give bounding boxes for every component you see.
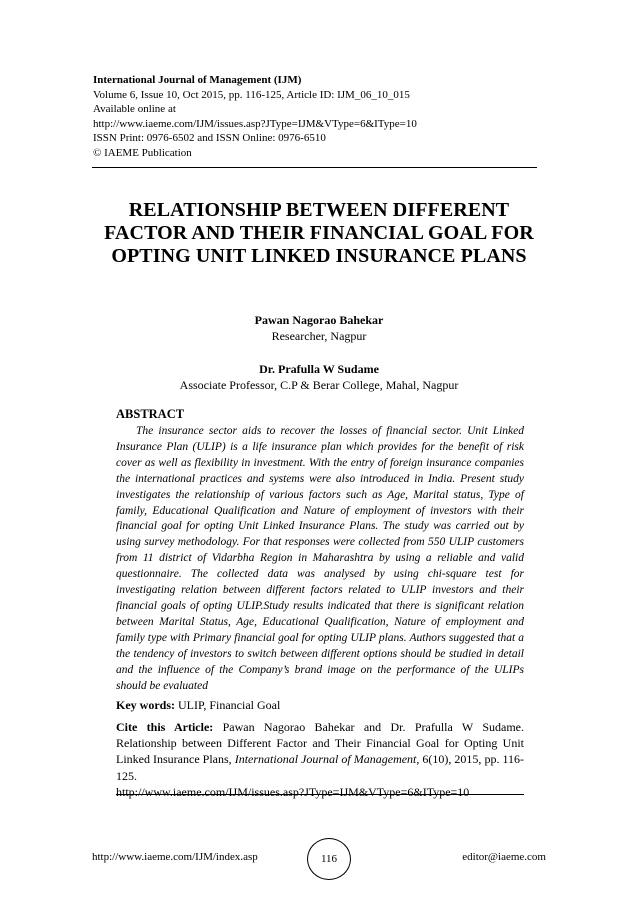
page-number-value: 116 [320,853,338,865]
citation-label: Cite this Article: [116,720,214,734]
citation-details: , 6(10), 2015, pp. 116-125. [116,752,525,783]
author-name-1: Pawan Nagorao Bahekar [254,313,384,327]
author-block-2 [100,361,538,393]
author-name-2: Dr. Prafulla W Sudame [259,362,379,376]
page-number [307,838,351,880]
author-affiliation-2: Associate Professor, C.P & Berar College, Mahal, Nagpur [179,378,459,392]
abstract-heading: ABSTRACT [116,407,185,421]
citation-divider [116,794,524,795]
keywords-value: ULIP, Financial Goal [178,698,281,712]
publisher-line: © IAEME Publication [93,146,192,159]
citation [116,719,524,800]
volume-line: Volume 6, Issue 10, Oct 2015, pp. 116-125, Article ID: IJM_06_10_015 [93,88,410,101]
journal-name: International Journal of Management (IJM) [93,74,302,86]
journal-header [93,73,543,161]
abstract-text: The insurance sector aids to recover the losses of financial sector. Unit Linked Insurance Plan (ULIP) is a life insurance plan which provides for the benefit of risk cover as well as flexibility in investment. With the entry of foreign insurance companies the international practices and systems were also introduced in India. Present study investigates the relationship of various factors such as Age, Marital status, Type of family, Educational Qualification and Nature of employment of investors with their financial goal for opting Unit Linked Insurance Plans. The study was carried out by using survey methodology. For that responses were collected from 550 ULIP customers from 11 district of Vidarbha Region in Maharashtra by using a reliable and valid questionnaire. The collected data was analysed by using chi-square test for investigating relation between different factors related to ULIP investors and their financial goals of opting ULIP.Study results indicated that there is significant relation between Marital Status, Age, Educational Qualification, Nature of employment and family type with Primary financial goal for opting ULIP plans. Authors suggested that a the tendency of investors to switch between different options should be studied in detail and the influence of the Company’s brand image on the performance of the ULIPs should be evaluated [116,425,524,692]
issue-url[interactable]: http://www.iaeme.com/IJM/issues.asp?JType=IJM&VType=6&IType=10 [93,117,417,130]
header-divider [92,167,537,168]
footer-email[interactable]: editor@iaeme.com [462,851,546,863]
footer-site-url[interactable]: http://www.iaeme.com/IJM/index.asp [92,851,258,863]
citation-journal: International Journal of Management [234,752,417,767]
keywords [116,697,524,713]
author-block-1 [100,312,538,344]
author-affiliation-1: Researcher, Nagpur [271,329,367,343]
paper-title: RELATIONSHIP BETWEEN DIFFERENT FACTOR AND THEIR FINANCIAL GOAL FOR OPTING UNIT LINKED INSURANCE PLANS [104,199,534,267]
citation-url[interactable]: http://www.iaeme.com/IJM/issues.asp?JType=IJM&VType=6&IType=10 [116,784,470,799]
available-line: Available online at [93,103,176,116]
issn-line: ISSN Print: 0976-6502 and ISSN Online: 0976-6510 [93,132,326,145]
citation-text: Pawan Nagorao Bahekar and Dr. Prafulla W Sudame. Relationship between Different Factor and Their Financial Goal for Opting Unit Linked Insurance Plans, [116,720,525,767]
keywords-label: Key words: [116,698,175,712]
